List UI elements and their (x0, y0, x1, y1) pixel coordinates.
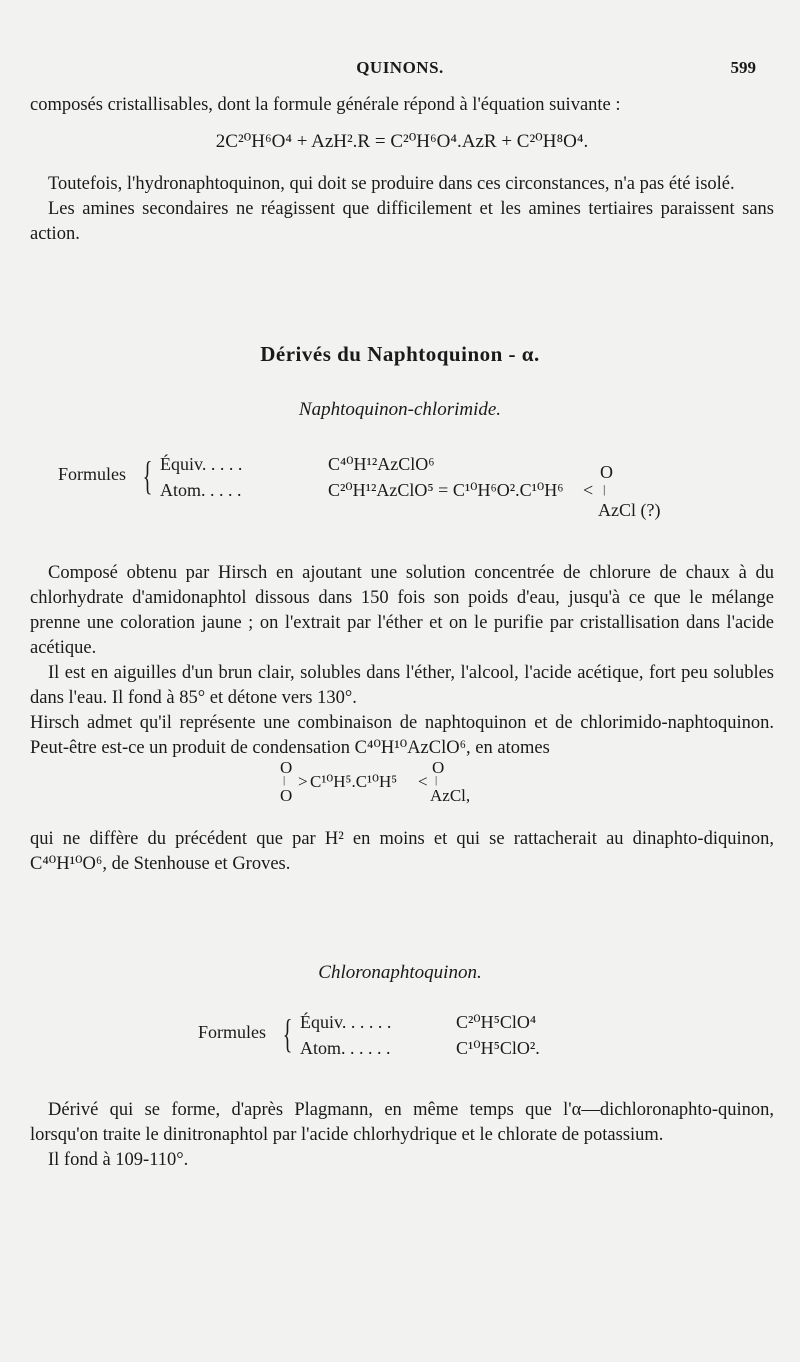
section1-closing (30, 827, 774, 877)
structural-formula (280, 758, 540, 818)
formulas-label: Formules (198, 1022, 267, 1042)
intro-line (30, 93, 774, 118)
bond-line-icon: | (435, 774, 438, 786)
paragraph: Il fond à 109-110°. (48, 1150, 189, 1170)
bracket-icon: > (298, 772, 308, 791)
intro-paragraphs (30, 172, 774, 247)
atom-azcl: AzCl (?) (598, 500, 661, 520)
paragraph: Il est en aiguilles d'un brun clair, solubles dans l'éther, l'alcool, l'acide acétique, fort peu solubles dans l'eau. Il fond à 85° et détone vers 130°. (30, 663, 774, 708)
bond-line-icon: | (283, 774, 286, 786)
brace-icon: { (142, 453, 153, 498)
equiv-label: Équiv. . . . . (160, 454, 243, 474)
bond-line-icon: | (603, 482, 606, 496)
general-equation: 2C²⁰H⁶O⁴ + AzH².R = C²⁰H⁶O⁴.AzR + C²⁰H⁸O⁴. (215, 131, 589, 152)
paragraph: Toutefois, l'hydronaphtoquinon, qui doit se produire dans ces circonstances, n'a pas été isolé. (48, 174, 735, 194)
atom-label: Atom. . . . . (160, 480, 242, 500)
running-title: QUINONS. (356, 58, 444, 77)
brace-icon: { (282, 1011, 293, 1056)
running-header (30, 58, 770, 82)
atom-formula: C¹⁰H⁵ClO². (456, 1038, 540, 1058)
equiv-formula: C²⁰H⁵ClO⁴ (456, 1012, 537, 1032)
struct-middle: C¹⁰H⁵.C¹⁰H⁵ (310, 772, 398, 791)
formulas-block (58, 452, 661, 524)
section2-paragraphs (30, 1098, 774, 1173)
struct-oxygen-top: O (280, 758, 293, 777)
page-number: 599 (730, 58, 756, 77)
paragraph: Les amines secondaires ne réagissent que difficilement et les amines tertiaires paraissent sans action. (30, 199, 774, 244)
atom-oxygen: O (600, 462, 613, 482)
equiv-label: Équiv. . . . . . (300, 1012, 392, 1032)
section-subheading: Chloronaphtoquinon. (318, 962, 482, 983)
struct-oxygen-bottom: O (280, 786, 293, 805)
section-heading: Dérivés du Naphtoquinon - α. (260, 342, 540, 366)
formulas-block (198, 1010, 598, 1070)
atom-label: Atom. . . . . . (300, 1038, 391, 1058)
paragraph: Dérivé qui se forme, d'après Plagmann, en même temps que l'α—dichloronaphto-quinon, lorsqu'on traite le dinitronaphtol par l'acide chlorhydrique et le chlorate de potassium. (30, 1100, 774, 1145)
angle-bracket-icon: < (583, 480, 594, 500)
struct-right-azcl: AzCl, (430, 786, 471, 805)
intro-text: composés cristallisables, dont la formule générale répond à l'équation suivante : (30, 95, 621, 115)
atom-formula: C²⁰H¹²AzClO⁵ = C¹⁰H⁶O².C¹⁰H⁶ (328, 480, 564, 500)
formulas-label: Formules (58, 464, 127, 484)
struct-right-oxygen: O (432, 758, 445, 777)
paragraph: qui ne diffère du précédent que par H² en moins et qui se rattacherait au dinaphto-diquinon, C⁴⁰H¹⁰O⁶, de Stenhouse et Groves. (30, 829, 774, 874)
section-subheading: Naphtoquinon-chlorimide. (298, 399, 502, 420)
paragraph: Hirsch admet qu'il représente une combinaison de naphtoquinon et de chlorimido-naphtoquinon. Peut-être est-ce un produit de condensation C⁴⁰H¹⁰AzClO⁶, en atomes (30, 713, 774, 758)
paragraph: Composé obtenu par Hirsch en ajoutant une solution concentrée de chlorure de chaux à du chlorhydrate d'amidonaphtol dissous dans 150 fois son poids d'eau, jusqu'à ce que le mélange prenne une coloration jaune ; on l'extrait par l'éther et on le purifie par cristallisation dans l'acide acétique. (30, 563, 774, 658)
equiv-formula: C⁴⁰H¹²AzClO⁶ (328, 454, 435, 474)
section1-paragraphs (30, 561, 774, 761)
bracket-icon: < (418, 772, 428, 791)
